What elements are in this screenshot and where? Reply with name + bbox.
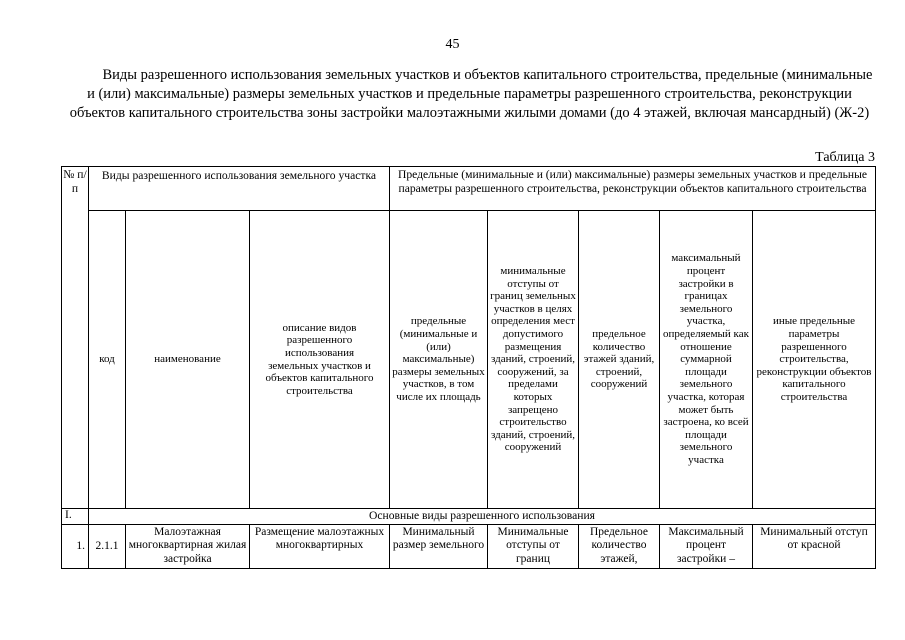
row-code: 2.1.1 [89, 525, 126, 569]
header-plot-size: предельные (минимальные и (или) максимальные) размеры земельных участков, в том числе их площадь [390, 211, 488, 509]
document-title [62, 66, 877, 123]
header-code: код [89, 211, 126, 509]
section-number: I. [62, 509, 89, 525]
section-title: Основные виды разрешенного использования [89, 509, 876, 525]
header-group-parameters: Предельные (минимальные и (или) максимальные) размеры земельных участков и предельные параметры разрешенного строительства, реконструкции объектов капитального строительства [390, 167, 876, 211]
row-setbacks [488, 525, 579, 569]
row-other-params [753, 525, 876, 569]
row-description-text: Размещение малоэтажных многоквартирных [254, 525, 385, 552]
table-label: Таблица 3 [815, 150, 875, 165]
header-name: наименование [126, 211, 250, 509]
header-other-params: иные предельные параметры разрешенного строительства, реконструкции объектов капитального строительства [753, 211, 876, 509]
row-name-text: Малоэтажная многоквартирная жилая застройка [128, 525, 247, 565]
page-number: 45 [445, 37, 460, 52]
row-plot-size [390, 525, 488, 569]
header-coverage: максимальный процент застройки в границах земельного участка, определяемый как отношение суммарной площади земельного участка, которая может быть застроена, ко всей площади земельного участка [660, 211, 753, 509]
row-number: 1. [62, 525, 89, 569]
row-name [126, 525, 250, 569]
row-coverage-text: Максимальный процент застройки – [668, 525, 744, 565]
row-floors-text: Предельное количество этажей, [589, 525, 649, 565]
header-description: описание видов разрешенного использования земельных участков и объектов капитального строительства [250, 211, 390, 509]
header-floors: предельное количество этажей зданий, строений, сооружений [579, 211, 660, 509]
row-coverage [660, 525, 753, 569]
row-floors [579, 525, 660, 569]
header-group-permitted-use: Виды разрешенного использования земельного участка [89, 167, 390, 211]
row-description [250, 525, 390, 569]
header-setbacks: минимальные отступы от границ земельных участков в целях определения мест допустимого размещения зданий, строений, сооружений, за пределами которых запрещено строительство зданий, строений, сооружений [488, 211, 579, 509]
row-setbacks-text: Минимальные отступы от границ [497, 525, 569, 565]
document-title-text: Виды разрешенного использования земельных участков и объектов капитального строительства, предельные (минимальные и (или) максимальные) размеры земельных участков и предельные параметры разрешенного строительства, реконструкции объектов капитального строительства зоны застройки малоэтажными жилыми домами (до 4 этажей, включая мансардный) (Ж-2) [69, 67, 873, 121]
row-plot-size-text: Минимальный размер земельного [392, 525, 485, 552]
zoning-table [61, 166, 876, 569]
row-other-params-text: Минимальный отступ от красной [760, 525, 868, 552]
header-number: № п/п [62, 167, 89, 509]
